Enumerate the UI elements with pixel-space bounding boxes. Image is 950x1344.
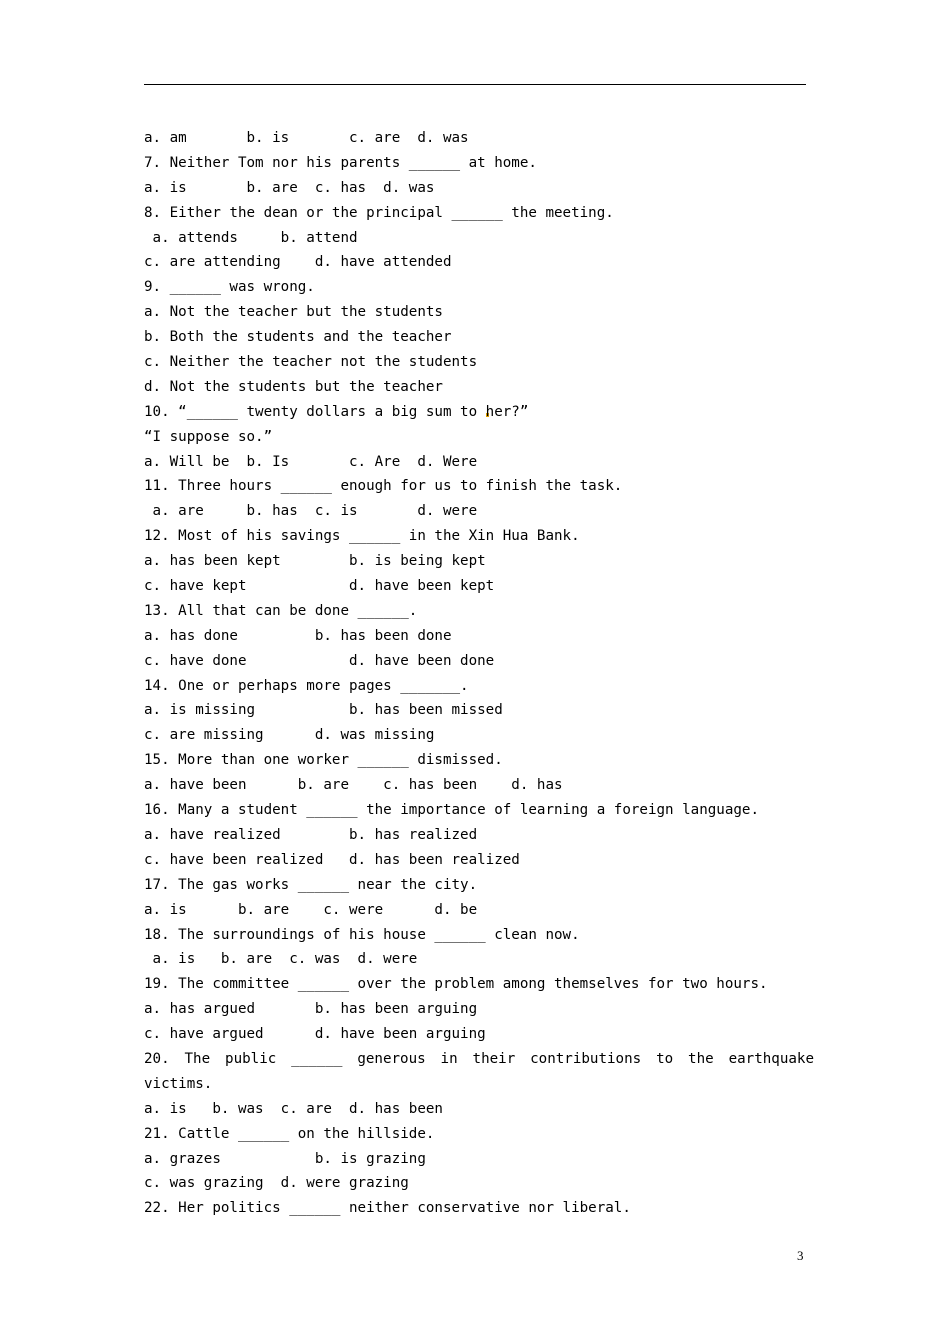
question-10-text: 10. “______ twenty dollars a big sum to: [144, 403, 486, 420]
option-line: d. Not the students but the teacher: [144, 378, 443, 395]
option-line: c. have kept d. have been kept: [144, 578, 495, 595]
option-line: a. am b. is c. are d. was: [144, 130, 469, 146]
question-20-continued: victims.: [144, 1075, 213, 1092]
question-9: 9. ______ was wrong.: [144, 279, 315, 296]
question-8: 8. Either the dean or the principal ______ the meeting.: [144, 204, 614, 221]
question-22: 22. Her politics ______ neither conservative nor liberal.: [144, 1200, 631, 1217]
option-line: a. has been kept b. is being kept: [144, 553, 486, 570]
question-14: 14. One or perhaps more pages _______.: [144, 677, 469, 694]
question-13: 13. All that can be done ______.: [144, 602, 418, 619]
option-line: c. are missing d. was missing: [144, 727, 435, 744]
option-line: a. grazes b. is grazing: [144, 1150, 426, 1167]
question-19: 19. The committee ______ over the problem among themselves for two hours.: [144, 976, 768, 993]
option-line: a. have realized b. has realized: [144, 826, 478, 843]
option-line: a. Will be b. Is c. Are d. Were: [144, 453, 478, 470]
option-line: a. attends b. attend: [144, 229, 358, 246]
option-line: a. is b. are c. was d. were: [144, 951, 418, 968]
question-15: 15. More than one worker ______ dismissed.: [144, 752, 503, 769]
question-7: 7. Neither Tom nor his parents ______ at home.: [144, 154, 537, 171]
option-line: c. have been realized d. has been realized: [144, 851, 520, 868]
question-17: 17. The gas works ______ near the city.: [144, 876, 478, 893]
question-12: 12. Most of his savings ______ in the Xin Hua Bank.: [144, 528, 580, 545]
question-16: 16. Many a student ______ the importance of learning a foreign language.: [144, 802, 759, 819]
question-10-tail: her?”: [485, 403, 529, 420]
option-line: c. have done d. have been done: [144, 652, 495, 669]
option-line: c. are attending d. have attended: [144, 254, 452, 271]
option-line: b. Both the students and the teacher: [144, 329, 452, 346]
question-10: [144, 400, 814, 425]
page-number: 3: [797, 1248, 804, 1263]
option-line: a. has argued b. has been arguing: [144, 1001, 478, 1018]
question-11: 11. Three hours ______ enough for us to finish the task.: [144, 478, 623, 495]
question-18: 18. The surroundings of his house ______ clean now.: [144, 926, 580, 943]
question-21: 21. Cattle ______ on the hillside.: [144, 1125, 435, 1142]
option-line: a. Not the teacher but the students: [144, 304, 443, 321]
option-line: c. Neither the teacher not the students: [144, 354, 478, 371]
option-line: a. have been b. are c. has been d. has: [144, 777, 563, 794]
option-line: a. is b. are c. has d. was: [144, 179, 435, 196]
question-list: [144, 126, 814, 1221]
header-rule: [144, 84, 806, 85]
option-line: a. is b. was c. are d. has been: [144, 1100, 443, 1117]
option-line: a. is missing b. has been missed: [144, 702, 503, 719]
option-line: a. are b. has c. is d. were: [144, 503, 478, 520]
option-line: c. was grazing d. were grazing: [144, 1175, 409, 1192]
option-line: c. have argued d. have been arguing: [144, 1026, 486, 1043]
option-line: a. is b. are c. were d. be: [144, 901, 478, 918]
option-line: a. has done b. has been done: [144, 627, 452, 644]
dialogue-reply: “I suppose so.”: [144, 428, 273, 445]
question-20: 20. The public ______ generous in their contributions to the earthquake: [144, 1050, 814, 1067]
